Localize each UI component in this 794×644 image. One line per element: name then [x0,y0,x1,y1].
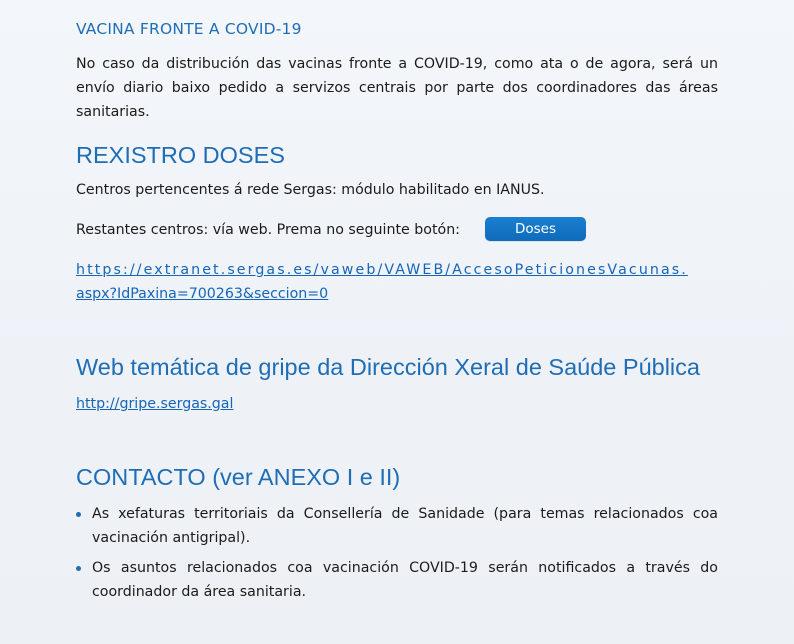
doses-button[interactable]: Doses [485,217,586,241]
vacina-paragraph: No caso da distribución das vacinas fronte a COVID-19, como ata o de agora, será un envío diario baixo pedido a servizos centrais por parte dos coordinadores das áreas sanitarias. [76,56,718,120]
list-item [76,502,718,550]
list-item [76,556,718,604]
list-item-text: Os asuntos relacionados coa vacinación COVID-19 serán notificados a través do coordinador da área sanitaria. [92,560,718,600]
extranet-link-line2[interactable]: aspx?IdPaxina=700263&seccion=0 [76,286,329,302]
bullet-icon [76,512,81,517]
extranet-link[interactable] [76,258,718,306]
restantes-text: Restantes centros: vía web. Prema no seguinte botón: [76,222,460,238]
gripe-heading: Web temática de gripe da Dirección Xeral de Saúde Pública [76,354,700,380]
list-item-text: As xefaturas territoriais da Consellería de Sanidade (para temas relacionados coa vacinación antigripal). [92,506,718,546]
contacto-heading: CONTACTO (ver ANEXO I e II) [76,464,401,490]
centros-text: Centros pertencentes á rede Sergas: módulo habilitado en IANUS. [76,182,545,198]
extranet-link-line1[interactable]: https://extranet.sergas.es/vaweb/VAWEB/AccesoPeticionesVacunas. [76,262,688,278]
vacina-heading: VACINA FRONTE A COVID-19 [76,20,302,38]
contact-list [76,502,718,610]
rexistro-heading: REXISTRO DOSES [76,142,285,168]
gripe-link-container [76,392,233,416]
gripe-link[interactable]: http://gripe.sergas.gal [76,396,234,412]
bullet-icon [76,566,81,571]
